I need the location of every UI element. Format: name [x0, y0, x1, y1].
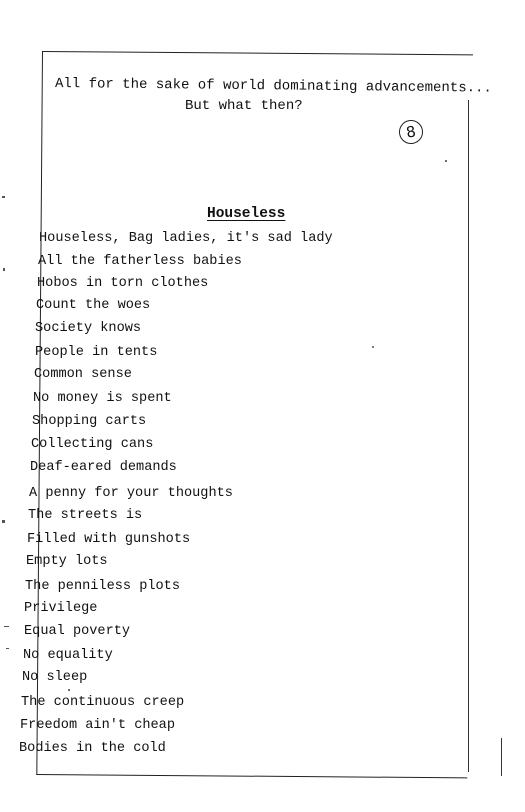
poem-line: Freedom ain't cheap [20, 718, 175, 733]
poem-line: Count the woes [36, 298, 151, 313]
poem-line: Empty lots [26, 554, 108, 569]
poem-line: Hobos in torn clothes [37, 276, 209, 291]
poem-line: Collecting cans [31, 437, 154, 452]
poem-line: Houseless, Bag ladies, it's sad lady [39, 231, 333, 246]
poem-line: Society knows [35, 321, 142, 336]
poem-line: Filled with gunshots [27, 532, 191, 547]
poem-line: The penniless plots [25, 579, 180, 594]
poem-line: A penny for your thoughts [29, 486, 233, 501]
poem-line: The streets is [28, 508, 143, 523]
poem-line: The continuous creep [21, 695, 185, 710]
intro-line: But what then? [185, 98, 303, 114]
poem-line: Shopping carts [32, 414, 147, 429]
poem-line: Equal poverty [24, 624, 131, 639]
poem-title: Houseless [207, 206, 286, 222]
poem-line: No equality [23, 648, 113, 663]
poem-line: No sleep [22, 670, 88, 685]
poem-line: Bodies in the cold [19, 741, 166, 756]
intro-line: All for the sake of world dominating advancements... [54, 76, 492, 97]
poem-line: All the fatherless babies [38, 254, 242, 269]
poem-line: Common sense [34, 367, 132, 382]
poem-line: No money is spent [33, 391, 172, 406]
poem-line: Deaf-eared demands [30, 460, 177, 475]
page-number: 8 [397, 118, 425, 146]
poem-line: Privilege [24, 601, 98, 616]
poem-line: People in tents [35, 345, 158, 360]
